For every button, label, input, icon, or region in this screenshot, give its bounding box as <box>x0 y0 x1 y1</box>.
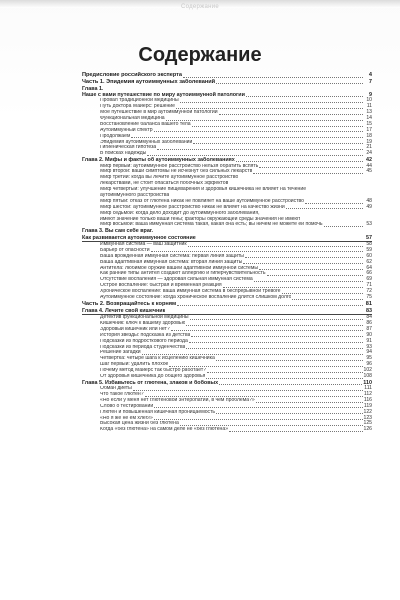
toc-page-number: 62 <box>366 258 372 265</box>
dot-leader <box>157 149 363 150</box>
dot-leader <box>229 431 362 432</box>
toc-page-number: 111 <box>364 385 372 392</box>
toc-entry-title: Подсказки из периода студенчества <box>100 344 186 350</box>
toc-page-number: 91 <box>366 337 372 344</box>
toc-entry-title: Глава 1. <box>82 85 104 92</box>
toc-entry-title: Глава 5. Избавьтесь от глютена, злаков и бобовых <box>82 379 219 386</box>
toc-entry-title: Решение загадки <box>100 350 141 356</box>
running-header: Содержание <box>180 4 220 10</box>
dot-leader <box>216 413 362 414</box>
toc-entry-title: Высокая цена жизни без глютена <box>100 421 179 427</box>
dot-leader <box>190 319 363 320</box>
toc-entry-title: Миф седьмой: когда дело доходит до аутоиммунного заболевания, <box>100 210 260 216</box>
toc-entry-title: Барьер от опасности <box>100 247 150 253</box>
toc-entry-title: Миф третий: когда вы лечите аутоиммунное расстройство <box>100 175 239 181</box>
toc-page-number: 94 <box>366 349 372 356</box>
toc-page-number: 48 <box>366 197 372 204</box>
page-title: Содержание <box>138 44 262 66</box>
dot-leader <box>183 77 363 78</box>
toc-page-number: 60 <box>366 252 372 259</box>
toc-page-number: 45 <box>366 168 372 175</box>
toc-page-number: 126 <box>363 426 372 433</box>
toc-page-number: 7 <box>368 78 372 85</box>
dot-leader <box>142 354 363 355</box>
toc-entry-title: В поисках надежды <box>100 151 147 157</box>
toc-entry-title: Иммунная система — ваш защитник <box>100 241 187 247</box>
dot-leader <box>154 419 363 420</box>
dot-leader <box>169 366 363 367</box>
toc-part-entry <box>82 301 372 308</box>
dot-leader <box>176 108 363 109</box>
toc-entry-title: Миф четвертый: улучшение пищеварения и здоровья кишечника не влияет на течение <box>100 187 307 193</box>
toc-entry-title: Миф второй: ваши симптомы не исчезнут без сильных лекарств <box>100 169 253 175</box>
dot-leader <box>166 120 363 121</box>
toc-chapter-entry <box>82 308 372 315</box>
toc-page-number: 57 <box>366 234 372 241</box>
toc-page-number: 42 <box>366 157 372 164</box>
dot-leader <box>131 137 363 138</box>
toc-page-number: 59 <box>366 246 372 253</box>
toc-entry-title: Отсутствие воспаления — здоровая сильная иммунная система <box>100 277 253 283</box>
toc-page-number: 86 <box>366 319 372 326</box>
dot-leader <box>186 325 363 326</box>
table-of-contents <box>82 72 372 433</box>
dot-leader <box>219 114 363 115</box>
toc-entry-title: Как развивается аутоиммунное состояние <box>82 234 196 241</box>
dot-leader <box>259 269 363 270</box>
toc-entry-title: История звезды: подсказка из детства <box>100 332 191 338</box>
toc-entry-title: лекарствами, не стоит опасаться побочных эффектов <box>100 181 229 187</box>
toc-chapter-entry <box>82 235 372 242</box>
toc-entry-title: Глютен и повышенная кишечная проницаемость <box>100 409 216 415</box>
toc-entry-title: Часть 2. Возвращайтесь к корням <box>82 300 177 307</box>
toc-page-number: 116 <box>363 396 372 403</box>
toc-entry-title: Миф шестой: аутоиммунное расстройство никак не влияет на качество жизни <box>100 204 285 210</box>
toc-page-number: 14 <box>366 115 372 122</box>
toc-entry-title: «Но я же не ем хлеб!» <box>100 415 153 421</box>
toc-entry-title: Слово о тестировании <box>100 403 154 409</box>
toc-entry-title: Аутоиммунное состояние: когда хроническое воспаление длится слишком долго <box>100 294 292 300</box>
toc-entry-title: Восстановление баланса вашего тела <box>100 121 191 127</box>
toc-page-number: 102 <box>363 367 372 374</box>
toc-entry-title: «Но если у меня нет глютеновой энтеропатии, в чем проблема?» <box>100 397 255 403</box>
toc-entry-title: Миф восьмой: ваша иммунная система такая, какая она есть; вы ничем не можете ей помочь <box>100 222 323 228</box>
toc-page-number: 24 <box>366 150 372 157</box>
dot-leader <box>216 83 363 84</box>
dot-leader <box>236 161 363 162</box>
toc-entry-title: Путь доктора Майерс: решение <box>100 104 175 110</box>
toc-page-number: 44 <box>366 162 372 169</box>
dot-leader <box>256 402 363 403</box>
toc-entry-title: Продолжаем <box>100 133 131 139</box>
toc-entry-title: имеют значение только ваши гены; факторы окружающей среды значения не имеют <box>100 216 301 222</box>
toc-page-number: 17 <box>366 126 372 133</box>
dot-leader <box>192 126 363 127</box>
toc-entry-title: Антитела: любимое оружие вашей адаптивной иммунной системы <box>100 265 259 271</box>
toc-page-number: 71 <box>366 282 372 289</box>
toc-page-number: 21 <box>366 144 372 151</box>
toc-entry-title: Часть 1. Эпидемия аутоиммунных заболеваний <box>82 78 216 85</box>
toc-page-number: 123 <box>363 414 372 421</box>
toc-page-number: 64 <box>366 264 372 271</box>
toc-entry-title: Аутоиммунный спектр <box>100 127 153 133</box>
toc-entry-title: Гигиеническая гипотеза <box>100 145 157 151</box>
toc-page-number: 96 <box>366 361 372 368</box>
toc-page-number: 90 <box>366 331 372 338</box>
toc-page-number: 93 <box>366 343 372 350</box>
dot-leader <box>180 102 363 103</box>
toc-page-number: 11 <box>366 103 372 110</box>
dot-leader <box>282 293 363 294</box>
dot-leader <box>324 226 363 227</box>
toc-entry-title: Глава 4. Лечите свой кишечник <box>82 307 166 314</box>
dot-leader <box>171 330 363 331</box>
toc-entry-title: Как ранние типы антител создают аллергию и гиперчувствительность <box>100 271 266 277</box>
toc-entry-title: Глава 2. Мифы и факты об аутоиммунных заболеваниях <box>82 157 235 164</box>
dot-leader <box>267 275 363 276</box>
dot-leader <box>305 203 363 204</box>
toc-section-entry <box>82 427 372 433</box>
dot-leader <box>154 131 363 132</box>
dot-leader <box>253 173 363 174</box>
toc-entry-title: Кишечник: ключ к вашему здоровью <box>100 320 186 326</box>
dot-leader <box>133 390 363 391</box>
toc-entry-title: Глава 3. Вы сам себе враг. <box>82 228 154 235</box>
toc-page-number: 19 <box>366 138 372 145</box>
dot-leader <box>193 143 363 144</box>
toc-entry-title: Провал традиционной медицины <box>100 98 179 104</box>
toc-page-number: 87 <box>366 325 372 332</box>
dot-leader <box>223 287 363 288</box>
toc-entry-title: Ваша адаптивная иммунная система: вторая линия защиты <box>100 259 243 265</box>
toc-entry-title: Острое воспаление: быстрая и временная реакция <box>100 283 222 289</box>
toc-entry-title: От здоровья кишечника до общего здоровья <box>100 373 206 379</box>
toc-page-number: 81 <box>365 300 372 307</box>
toc-page-number: 4 <box>368 71 372 78</box>
toc-entry-title: Хроническое воспаление: ваша иммунная система в беспрерывной тревоге <box>100 289 281 295</box>
dot-leader <box>254 281 363 282</box>
toc-entry-title: аутоиммунного расстройства <box>100 193 170 199</box>
toc-page-number: 58 <box>366 240 372 247</box>
dot-leader <box>245 257 363 258</box>
toc-page-number: 13 <box>366 109 372 116</box>
toc-entry-title: Миф первый: аутоиммунное расстройство нельзя обратить вспять <box>100 163 259 169</box>
dot-leader <box>186 348 363 349</box>
dot-leader <box>191 336 363 337</box>
toc-entry-title: Детектив функциональной медицины <box>100 315 189 321</box>
dot-leader <box>147 155 363 156</box>
toc-entry-title: Ваша врожденная иммунная система: первая линия защиты <box>100 253 244 259</box>
toc-page-number: 110 <box>363 379 372 386</box>
dot-leader <box>188 246 363 247</box>
toc-entry-title: Когда «без глютена» на самом деле не «без глютена» <box>100 427 229 433</box>
toc-entry-title: Четвертка: четыре шага к исцелению кишечника <box>100 356 215 362</box>
toc-page-number: 122 <box>363 408 372 415</box>
dot-leader <box>180 425 363 426</box>
toc-part-entry <box>82 72 372 79</box>
toc-entry-title: Подсказки из подросткового периода <box>100 338 188 344</box>
toc-page-number: 83 <box>366 307 372 314</box>
toc-entry-title: Почему метод Майерс так быстро работает? <box>100 368 207 374</box>
toc-page-number: 125 <box>363 420 372 427</box>
toc-part-entry <box>82 79 372 86</box>
toc-page-number: 66 <box>366 270 372 277</box>
toc-entry-title: Здоровый кишечник или нет? <box>100 326 170 332</box>
dot-leader <box>145 396 363 397</box>
toc-entry-title: Наше с вами путешествие по миру аутоиммунной патологии <box>82 92 245 99</box>
dot-leader <box>207 372 362 373</box>
dot-leader <box>154 407 363 408</box>
toc-entry-title: Шаг первый: удалить плохое <box>100 362 169 368</box>
dot-leader <box>151 251 363 252</box>
dot-leader <box>246 96 363 97</box>
toc-page-number: 18 <box>366 132 372 139</box>
dot-leader <box>259 167 363 168</box>
toc-page-number: 9 <box>369 92 372 99</box>
dot-leader <box>292 299 363 300</box>
toc-page-number: 108 <box>363 372 372 379</box>
dot-leader <box>206 378 362 379</box>
toc-entry-title: Функциональная медицина <box>100 116 165 122</box>
toc-page-number: 15 <box>366 120 372 127</box>
dot-leader <box>243 263 363 264</box>
toc-page-number: 49 <box>366 203 372 210</box>
toc-page-number: 53 <box>366 221 372 228</box>
dot-leader <box>219 384 362 385</box>
toc-entry-title: Обман диеты <box>100 386 132 392</box>
toc-entry-title: Что такое глютен? <box>100 392 144 398</box>
toc-entry-title: Моё путешествие в мир аутоиммунной патологии <box>100 110 218 116</box>
toc-page-number: 75 <box>366 293 372 300</box>
dot-leader <box>189 342 363 343</box>
toc-entry-title: Предисловие российского эксперта <box>82 71 183 78</box>
toc-page-number: 10 <box>366 97 372 104</box>
toc-page-number: 119 <box>363 402 372 409</box>
toc-page-number: 69 <box>366 276 372 283</box>
toc-page-number: 112 <box>363 391 372 398</box>
dot-leader <box>177 305 363 306</box>
toc-page-number: 95 <box>366 355 372 362</box>
dot-leader <box>286 208 363 209</box>
toc-entry-title: Миф пятый: отказ от глютена никак не повлияет на ваше аутоиммунное расстройство <box>100 198 305 204</box>
dot-leader <box>216 360 363 361</box>
toc-page-number: 84 <box>366 314 372 321</box>
toc-page-number: 72 <box>366 288 372 295</box>
toc-entry-title: Эпидемия аутоиммунных заболеваний <box>100 139 193 145</box>
